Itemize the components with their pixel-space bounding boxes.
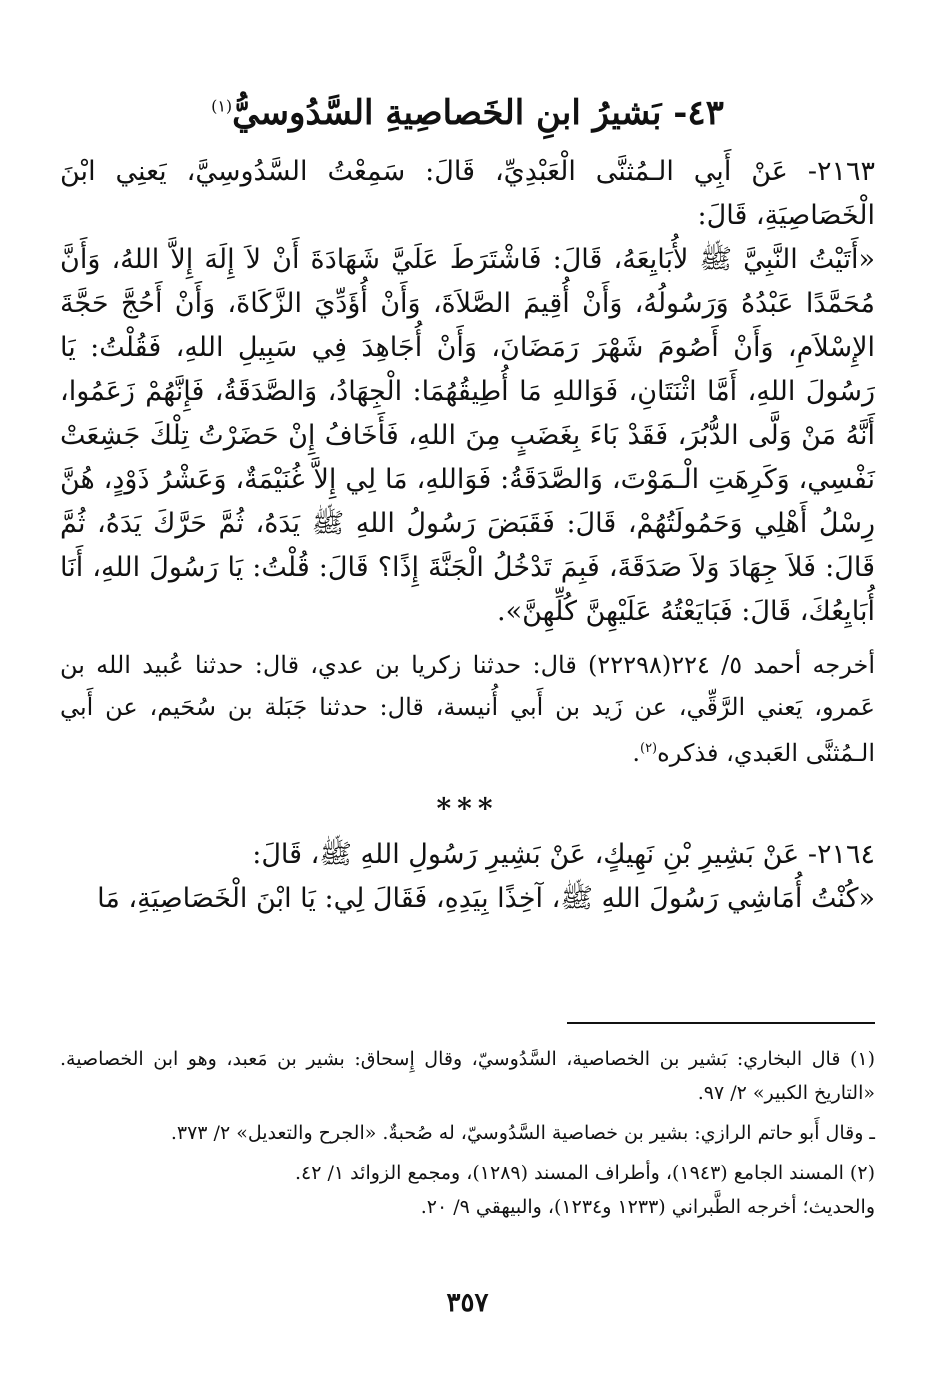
footnotes <box>60 1042 875 1230</box>
hadith-2164-opening: ٢١٦٤- عَنْ بَشِيرِ بْنِ نَهِيكٍ، عَنْ بَشِيرِ رَسُولِ اللهِ ﷺ، قَالَ: <box>252 838 875 870</box>
hadith-2164-matn: «كُنْتُ أُمَاشِي رَسُولَ اللهِ ﷺ، آخِذًا بِيَدِهِ، فَقَالَ لِي: يَا ابْنَ الْخَصَاصِيَةِ، مَا <box>97 882 875 914</box>
hadith-2163-opening: ٢١٦٣- عَنْ أَبِي الـمُثنَّى الْعَبْدِيِّ، قَالَ: سَمِعْتُ السَّدُوسِيَّ، يَعنِي ابْنَ الْخَصَاصِيَةِ، قَالَ: <box>60 155 875 231</box>
footnote-2: (٢) المسند الجامع (١٩٤٣)، وأطراف المسند (١٢٨٩)، ومجمع الزوائد ١/ ٤٢. <box>295 1162 875 1184</box>
hadith-2163-takhrij <box>60 644 875 774</box>
section-separator: *** <box>436 791 499 825</box>
footnote-1-continuation: ـ وقال أَبو حاتم الرازي: بشير بن خصاصية السَّدُوسيّ، له صُحبةٌ. «الجرح والتعديل» ٢/ ٣٧٣. <box>170 1122 875 1144</box>
page-body <box>60 90 875 921</box>
takhrij-footnote-ref: (٢) <box>639 740 658 756</box>
takhrij-end: . <box>632 738 640 767</box>
footnote-1: (١) قال البخاري: بَشير بن الخصاصية، السَّدُوسيّ، وقال إِسحاق: بشير بن مَعبد، وهو ابن الخصاصية. «التاريخ الكبير» ٢/ ٩٧. <box>60 1048 875 1104</box>
footnote-divider <box>567 1022 875 1024</box>
chapter-title-text: ٤٣- بَشيرُ ابنِ الخَصاصِيةِ السَّدُوسيُّ <box>232 93 724 133</box>
takhrij-text: أخرجه أحمد ٥/ ٢٢٤(٢٢٢٩٨) قال: حدثنا زكريا بن عدي، قال: حدثنا عُبيد الله بن عَمرو، يَعني الرَّقِّي، عن زَيد بن أَبي أُنيسة، قال: حدثنا جَبَلة بن سُحَيم، عن أَبي الـمُثنَّى العَبدي، فذكره <box>60 650 876 767</box>
hadith-2163-matn: «أَتَيْتُ النَّبِيَّ ﷺ لأُبَايِعَهُ، قَالَ: فَاشْتَرَطَ عَلَيَّ شَهَادَةَ أَنْ لاَ إِلَهَ إِلاَّ اللهُ، وَأَنَّ مُحَمَّدًا عَبْدُهُ وَرَسُولُهُ، وَأَنْ أُقِيمَ الصَّلاَةَ، وَأَنْ أُؤَدِّيَ الزَّكَاةَ، وَأَنْ أَحُجَّ حَجَّةَ الإِسْلاَمِ، وَأَنْ أَصُومَ شَهْرَ رَمَضَانَ، وَأَنْ أُجَاهِدَ فِي سَبِيلِ اللهِ، فَقُلْتُ: يَا رَسُولَ اللهِ، أَمَّا اثْنَتَانِ، فَوَاللهِ مَا أُطِيقُهُمَا: الْجِهَادُ، وَالصَّدَقَةُ، فَإِنَّهُمْ زَعَمُوا، أَنَّهُ مَنْ وَلَّى الدُّبُرَ، فَقَدْ بَاءَ بِغَضَبٍ مِنَ اللهِ، فَأَخَافُ إِنْ حَضَرْتُ تِلْكَ جَشِعَتْ نَفْسِي، وَكَرِهَتِ الْـمَوْتَ، وَالصَّدَقَةُ: فَوَاللهِ، مَا لِي إِلاَّ غُنَيْمَةٌ، وَعَشْرُ ذَوْدٍ، هُنَّ رِسْلُ أَهْلِي وَحَمُولَتُهُمْ، قَالَ: فَقَبَضَ رَسُولُ اللهِ ﷺ يَدَهُ، ثُمَّ حَرَّكَ يَدَهُ، ثُمَّ قَالَ: فَلاَ جِهَادَ وَلاَ صَدَقَةَ، فَبِمَ تَدْخُلُ الْجَنَّةَ إِذًا؟ قَالَ: قُلْتُ: يَا رَسُولَ اللهِ، أَنَا أُبَايِعُكَ، قَالَ: فَبَايَعْتُهُ عَلَيْهِنَّ كُلِّهِنَّ». <box>60 243 875 627</box>
title-footnote-ref: (١) <box>211 96 233 116</box>
chapter-title <box>60 90 875 138</box>
page-number: ٣٥٧ <box>446 1288 489 1318</box>
footnote-2-continuation: والحديث؛ أخرجه الطَّبراني (١٢٣٣ و١٢٣٤)، والبيهقي ٩/ ٢٠. <box>420 1196 875 1218</box>
